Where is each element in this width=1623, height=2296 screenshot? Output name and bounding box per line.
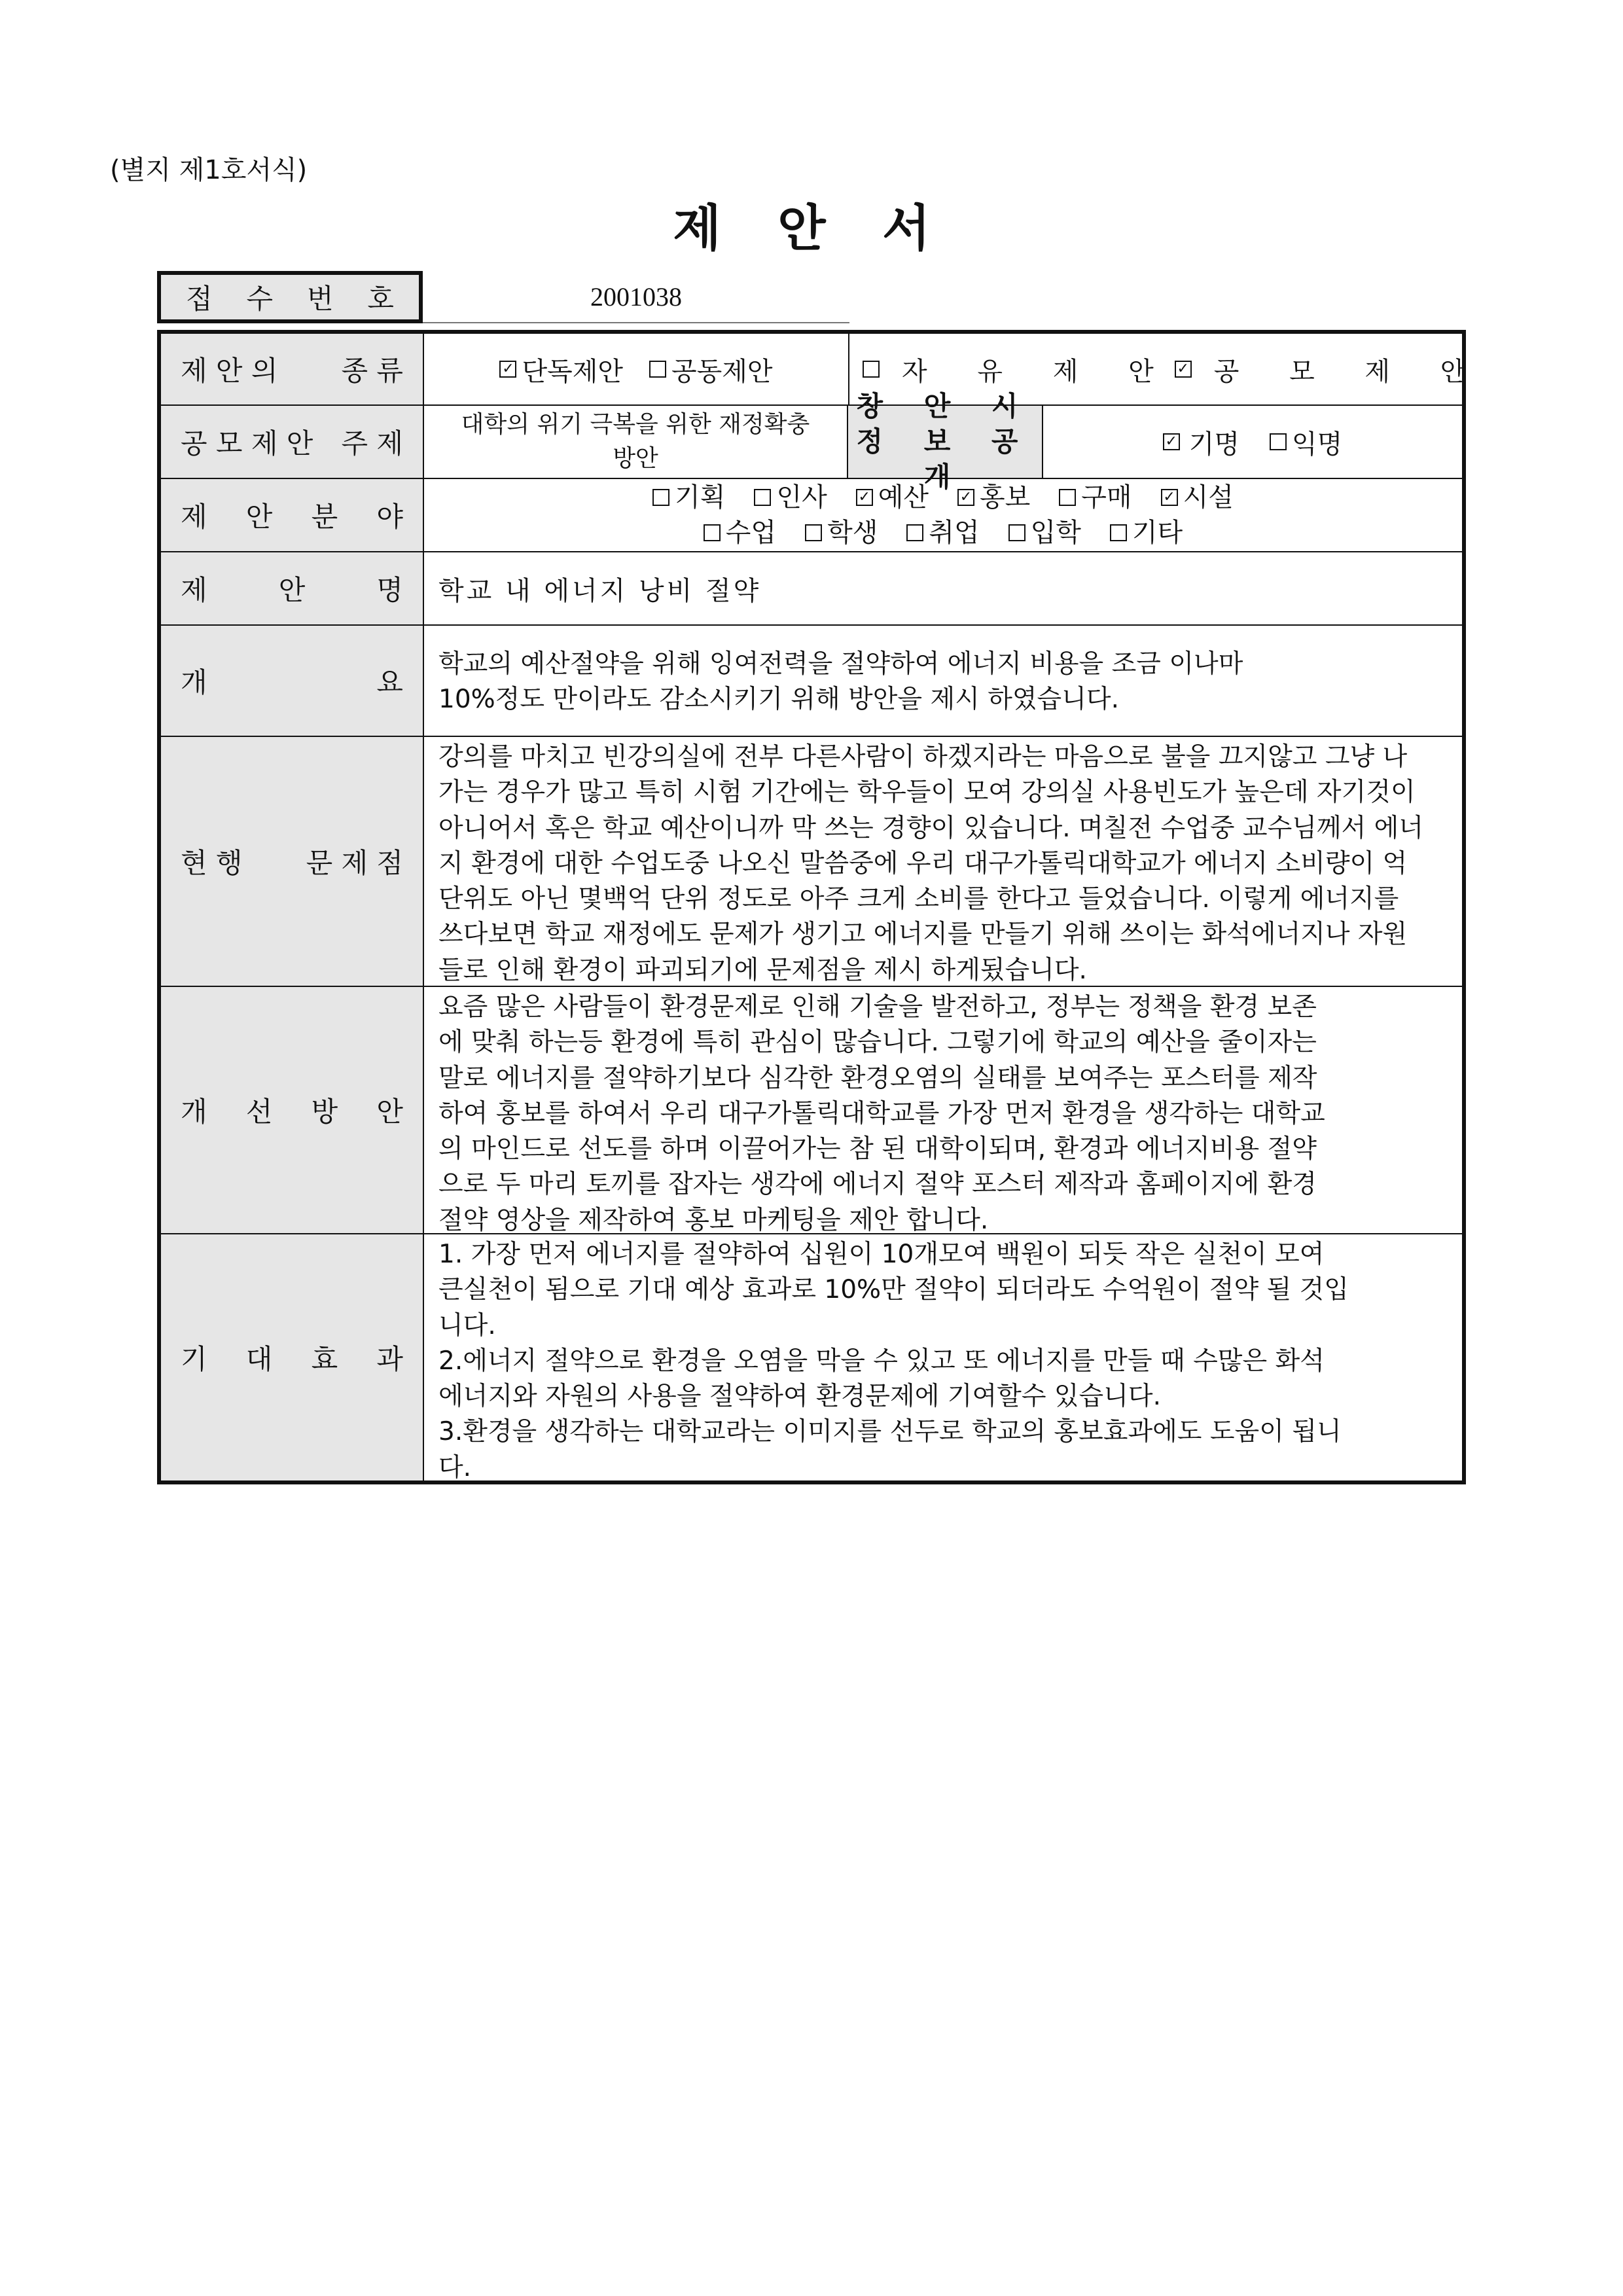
current-problem-text: 강의를 마치고 빈강의실에 전부 다른사람이 하겠지라는 마음으로 불을 끄지않고 그냥 나 가는 경우가 많고 특히 시험 기간에는 학우들이 모여 강의실 사용빈도가 높은데 자기것이 아니어서 혹은 학교 예산이니까 막 쓰는 경향이 있습니다. 며칠전 수업중 교수님께서 에너 지 환경에 대한 수업도중 나오신 말씀중에 우리 대구가톨릭대학교가 에너지 소비량이 억 단위도 아닌 몇백억 단위 정도로 아주 크게 소비를 한다고 들었습니다. 이렇게 에너지를 쓰다보면 학교 재정에도 문제가 생기고 에너지를 만들기 위해 쓰이는 화석에너지나 자원 들로 인해 환경이 파괴되기에 문제점을 제시 하게됬습니다. [438,742,1424,985]
checkbox-empty-icon [652,489,669,506]
label-char: 대 [245,1343,273,1375]
checkbox-empty-icon [649,361,666,378]
label-improvement-plan [161,987,424,1233]
label-char: 분 [311,501,338,533]
checkbox-label: 자 유 제 안 [902,356,1175,387]
checkbox-contest-proposal[interactable] [1175,351,1487,388]
checkbox-other[interactable] [1110,515,1183,550]
label-char: 개 [181,1096,207,1128]
checkbox-empty-icon [1110,524,1127,541]
label-part: 문 제 점 [306,847,403,879]
checkbox-budget[interactable] [856,480,929,515]
checkbox-empty-icon [1059,489,1076,506]
label-part: 종 류 [341,355,403,387]
document-title: 제 안 서 [673,199,950,257]
label-summary [161,626,424,736]
label-part: 제 안 의 [181,355,278,387]
label-char: 야 [376,501,403,533]
label-char: 제 [181,501,207,533]
row-proposal-field [161,478,1462,551]
row-summary [161,624,1462,736]
checkbox-student[interactable] [805,515,878,550]
label-char: 수 [246,283,274,315]
row-proposal-type [161,334,1487,404]
checkbox-empty-icon [1270,433,1287,450]
label-char: 과 [376,1343,403,1375]
proposal-name-value: 학교 내 에너지 낭비 절약 [438,575,762,606]
label-part: 현 행 [181,847,243,879]
label-char: 기 [181,1343,207,1375]
checkbox-checked-icon: ✓ [499,361,516,378]
checkbox-empty-icon [906,524,923,541]
checkbox-free-proposal[interactable] [863,351,1175,388]
checkbox-label: 학생 [827,518,878,548]
label-proposal-name [161,552,424,624]
checkbox-label: 익명 [1292,429,1343,459]
checkbox-promotion[interactable] [957,480,1030,515]
checkbox-label: 공 모 제 안 [1213,356,1487,387]
checkbox-admission[interactable] [1008,515,1081,550]
checkbox-class[interactable] [704,515,776,550]
checkbox-label: 시설 [1183,482,1234,512]
summary-text: 학교의 예산절약을 위해 잉여전력을 절약하여 에너지 비용을 조금 이나마 10%정도 만이라도 감소시키기 위해 방안을 제시 하였습니다. [438,649,1243,714]
checkbox-joint[interactable] [649,351,773,388]
label-char: 요 [376,666,403,698]
checkbox-label: 공동제안 [671,356,773,387]
checkbox-label: 기획 [675,482,726,512]
row-expected-effect [161,1233,1462,1480]
checkbox-label: 인사 [776,482,827,512]
label-expected-effect [161,1234,424,1480]
label-char: 호 [367,283,394,315]
checkbox-empty-icon [805,524,822,541]
checkbox-empty-icon [1008,524,1026,541]
label-char: 개 [181,666,207,698]
receipt-label [157,271,423,323]
checkbox-checked-icon: ✓ [856,489,873,506]
improvement-plan-text: 요즘 많은 사람들이 환경문제로 인해 기술을 발전하고, 정부는 정책을 환경 보존 에 맞춰 하는등 환경에 특히 관심이 많습니다. 그렇기에 학교의 예산을 줄이자는 말로 에너지를 절약하기보다 심각한 환경오염의 실태를 보여주는 포스터를 제작 하여 홍보를 하여서 우리 대구가톨릭대학교를 가장 먼저 환경을 생각하는 대학교 의 마인드로 선도를 하며 이끌어가는 참 된 대학이되며, 환경과 에너지비용 절약 으로 두 마리 토끼를 잡자는 생각에 에너지 절약 포스터 제작과 홈페이지에 환경 절약 영상을 제작하여 홍보 마케팅을 제안 합니다. [438,992,1325,1235]
row-improvement-plan [161,986,1462,1233]
checkbox-empty-icon [754,489,771,506]
checkbox-label: 홍보 [980,482,1031,512]
proposal-table [157,330,1487,1484]
disclosure-label: 창 안 시 정 보 공 개 [848,406,1043,478]
label-part: 주 제 [341,427,403,459]
label-char: 안 [278,574,306,606]
label-part: 공 모 제 안 [181,427,313,459]
receipt-number: 2001038 [423,271,849,323]
checkbox-label: 기타 [1132,518,1183,548]
checkbox-named[interactable] [1163,423,1240,461]
label-char: 선 [245,1096,273,1128]
contest-topic-text: 대학의 위기 극복을 위한 재정확충 방안 [424,406,848,478]
checkbox-label: 수업 [725,518,777,548]
label-proposal-type [161,334,424,404]
expected-effect-text: 1. 가장 먼저 에너지를 절약하여 십원이 10개모여 백원이 되듯 작은 실천이 모여 큰실천이 됨으로 기대 예상 효과로 10%만 절약이 되더라도 수억원이 절약 될 것입 니다. 2.에너지 절약으로 환경을 오염을 막을 수 있고 또 에너지를 만들 때 수많은 화석 에너지와 자원의 사용을 절약하여 환경문제에 기여할수 있습니다. 3.환경을 생각하는 대학교라는 이미지를 선두로 학교의 홍보효과에도 도움이 됩니 다. [438,1240,1349,1482]
checkbox-empty-icon [863,361,880,378]
row-contest-topic [161,390,1462,493]
checkbox-empty-icon [704,524,721,541]
checkbox-label: 예산 [878,482,929,512]
checkbox-checked-icon: ✓ [957,489,974,506]
label-char: 접 [186,283,213,315]
submission-type-options [424,334,849,404]
checkbox-checked-icon: ✓ [1161,489,1178,506]
checkbox-personnel[interactable] [754,480,827,515]
label-char: 안 [245,501,273,533]
proposal-name-text [424,552,1462,624]
label-char: 방 [311,1096,338,1128]
checkbox-employment[interactable] [906,515,979,550]
checkbox-facility[interactable] [1161,480,1234,515]
form-code: (별지 제1호서식) [110,155,308,185]
label-char: 명 [376,574,403,606]
row-current-problem [161,736,1462,986]
checkbox-label: 단독제안 [522,356,623,387]
field-options [424,479,1462,551]
checkbox-label: 취업 [929,518,980,548]
label-contest-topic [161,406,424,478]
row-proposal-name [161,551,1462,624]
checkbox-anonymous[interactable] [1270,423,1342,461]
label-char: 효 [311,1343,338,1375]
checkbox-solo[interactable] [499,351,623,388]
label-char: 안 [376,1096,403,1128]
disclosure-options [1043,406,1462,478]
checkbox-checked-icon: ✓ [1175,361,1192,378]
label-current-problem [161,737,424,986]
checkbox-label: 기명 [1188,429,1240,459]
label-char: 번 [306,283,334,315]
checkbox-checked-icon: ✓ [1163,433,1180,450]
checkbox-label: 입학 [1030,518,1081,548]
checkbox-planning[interactable] [652,480,725,515]
checkbox-purchase[interactable] [1059,480,1132,515]
checkbox-label: 구매 [1081,482,1132,512]
label-proposal-field [161,479,424,551]
label-char: 제 [181,574,207,606]
